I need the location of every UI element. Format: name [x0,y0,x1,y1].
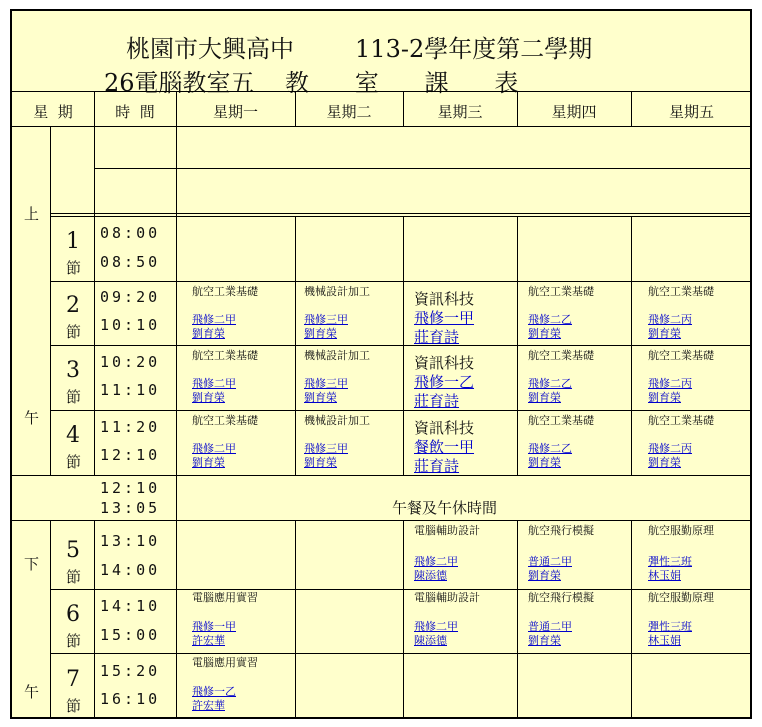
col-tue-pm [403,520,404,719]
teacher-link[interactable]: 莊育詩 [414,392,460,410]
teacher-link[interactable]: 陳添德 [414,569,447,582]
course-name: 航空工業基礎 [648,285,714,298]
period-end: 12:10 [100,446,161,464]
course-name: 航空服勤原理 [648,591,714,604]
col-side [50,126,51,475]
teacher-link[interactable]: 劉育榮 [528,634,561,647]
side-pm-top: 下 [24,555,40,573]
course-name: 資訊科技 [414,290,475,308]
teacher-link[interactable]: 劉育榮 [192,391,225,404]
teacher-link[interactable]: 劉育榮 [192,327,225,340]
class-link[interactable]: 飛修二甲 [192,377,236,390]
course-name: 航空工業基礎 [648,414,714,427]
teacher-link[interactable]: 許宏華 [192,634,225,647]
rule-p6 [50,653,752,654]
header-weekday: 星 期 [33,103,73,121]
course-name: 電腦應用實習 [192,591,258,604]
class-link[interactable]: 彈性三班 [648,620,692,633]
course-name: 航空工業基礎 [528,285,594,298]
header-tue: 星期二 [326,103,372,121]
period-label: 節 [66,453,82,471]
period-end: 15:00 [100,626,161,644]
lunch-start: 12:10 [100,479,161,497]
course-name: 航空服勤原理 [648,524,714,537]
col-mon-pm [295,520,296,719]
course-name: 機械設計加工 [304,285,370,298]
period-label: 節 [66,259,82,277]
class-link[interactable]: 飛修二甲 [192,313,236,326]
period-start: 08:00 [100,224,161,242]
period-label: 節 [66,388,82,406]
rule-p1 [50,281,752,282]
rule-below-title [12,91,752,92]
rule-p2 [50,345,752,346]
class-link[interactable]: 飛修一甲 [192,620,236,633]
teacher-link[interactable]: 劉育榮 [192,456,225,469]
period-start: 14:10 [100,597,161,615]
teacher-link[interactable]: 劉育榮 [304,327,337,340]
class-link[interactable]: 飛修二丙 [648,442,692,455]
class-link[interactable]: 飛修一甲 [414,309,475,327]
teacher-link[interactable]: 劉育榮 [648,327,681,340]
teacher-link[interactable]: 林玉娟 [648,569,681,582]
teacher-link[interactable]: 許宏華 [192,699,225,712]
period-end: 08:50 [100,253,161,271]
rule-p4 [12,475,752,476]
side-am-top: 上 [24,205,40,223]
timetable-frame [10,9,752,719]
class-link[interactable]: 彈性三班 [648,555,692,568]
rule-blank-2b [50,216,752,217]
course-name: 資訊科技 [414,419,475,437]
class-link[interactable]: 飛修一乙 [192,685,236,698]
course-name: 航空工業基礎 [192,414,258,427]
class-link[interactable]: 飛修二乙 [528,377,572,390]
course-name: 航空工業基礎 [192,349,258,362]
period-number: 7 [66,667,80,692]
course-name: 航空飛行模擬 [528,591,594,604]
class-link[interactable]: 飛修三甲 [304,313,348,326]
class-link[interactable]: 飛修二乙 [528,442,572,455]
lunch-end: 13:05 [100,499,161,517]
side-am-bottom: 午 [24,409,40,427]
title-line-1: 桃園市大興高中 113-2學年度第二學期 [126,35,593,63]
period-end: 10:10 [100,316,161,334]
course-name: 機械設計加工 [304,414,370,427]
period-number: 5 [66,538,80,563]
side-pm-bottom: 午 [24,683,40,701]
col-period-pm [94,520,95,719]
col-tue-body [403,216,404,475]
course-name: 電腦應用實習 [192,656,258,669]
class-link[interactable]: 飛修二乙 [528,313,572,326]
class-link[interactable]: 飛修二甲 [414,620,458,633]
teacher-link[interactable]: 林玉娟 [648,634,681,647]
col-mon-body [295,216,296,475]
period-start: 13:10 [100,532,161,550]
period-number: 1 [66,229,80,254]
period-end: 16:10 [100,690,161,708]
teacher-link[interactable]: 劉育榮 [528,327,561,340]
col-time [176,91,177,719]
period-start: 11:20 [100,418,161,436]
rule-blank-2 [50,213,752,214]
col-wed-pm [517,520,518,719]
course-name: 電腦輔助設計 [414,524,480,537]
class-link[interactable]: 飛修二甲 [192,442,236,455]
period-end: 11:10 [100,381,161,399]
period-label: 節 [66,697,82,715]
col-side-pm [50,520,51,719]
teacher-link[interactable]: 劉育榮 [304,456,337,469]
teacher-link[interactable]: 莊育詩 [414,457,460,475]
teacher-link[interactable]: 陳添德 [414,634,447,647]
period-number: 3 [66,358,80,383]
course-name: 航空工業基礎 [648,349,714,362]
teacher-link[interactable]: 劉育榮 [528,569,561,582]
course-name: 航空工業基礎 [528,349,594,362]
period-start: 15:20 [100,662,161,680]
period-end: 14:00 [100,561,161,579]
rule-p3 [50,410,752,411]
header-wed: 星期三 [437,103,483,121]
course-name: 航空工業基礎 [192,285,258,298]
course-name: 電腦輔助設計 [414,591,480,604]
header-mon: 星期一 [212,103,258,121]
teacher-link[interactable]: 劉育榮 [304,391,337,404]
class-link[interactable]: 飛修三甲 [304,377,348,390]
class-link[interactable]: 普通二甲 [528,555,572,568]
class-link[interactable]: 飛修三甲 [304,442,348,455]
period-label: 節 [66,632,82,650]
course-name: 資訊科技 [414,354,475,372]
class-link[interactable]: 餐飲一甲 [414,438,475,456]
col-thu-pm [631,520,632,719]
course-name: 航空飛行模擬 [528,524,594,537]
rule-blank-1 [94,168,752,169]
title-line-2: 26電腦教室五 教 室 課 表 [104,69,519,97]
teacher-link[interactable]: 劉育榮 [528,391,561,404]
course-name: 航空工業基礎 [528,414,594,427]
period-number: 4 [66,423,80,448]
period-start: 10:20 [100,353,161,371]
class-link[interactable]: 飛修二甲 [414,555,458,568]
header-thu: 星期四 [551,103,597,121]
class-link[interactable]: 普通二甲 [528,620,572,633]
period-start: 09:20 [100,288,161,306]
teacher-link[interactable]: 莊育詩 [414,328,460,346]
header-fri: 星期五 [668,103,714,121]
lunch-label: 午餐及午休時間 [392,499,498,517]
col-thu-body [631,216,632,475]
course-name: 機械設計加工 [304,349,370,362]
header-time: 時 間 [115,103,155,121]
period-number: 2 [66,293,80,318]
col-period [94,91,95,475]
teacher-link[interactable]: 劉育榮 [648,391,681,404]
rule-lunch [12,520,752,521]
col-wed-body [517,216,518,475]
teacher-link[interactable]: 劉育榮 [648,456,681,469]
rule-p5 [50,589,752,590]
rule-below-header [12,126,752,127]
period-number: 6 [66,602,80,627]
teacher-link[interactable]: 劉育榮 [528,456,561,469]
class-link[interactable]: 飛修二丙 [648,377,692,390]
period-label: 節 [66,568,82,586]
class-link[interactable]: 飛修一乙 [414,373,475,391]
period-label: 節 [66,323,82,341]
class-link[interactable]: 飛修二丙 [648,313,692,326]
